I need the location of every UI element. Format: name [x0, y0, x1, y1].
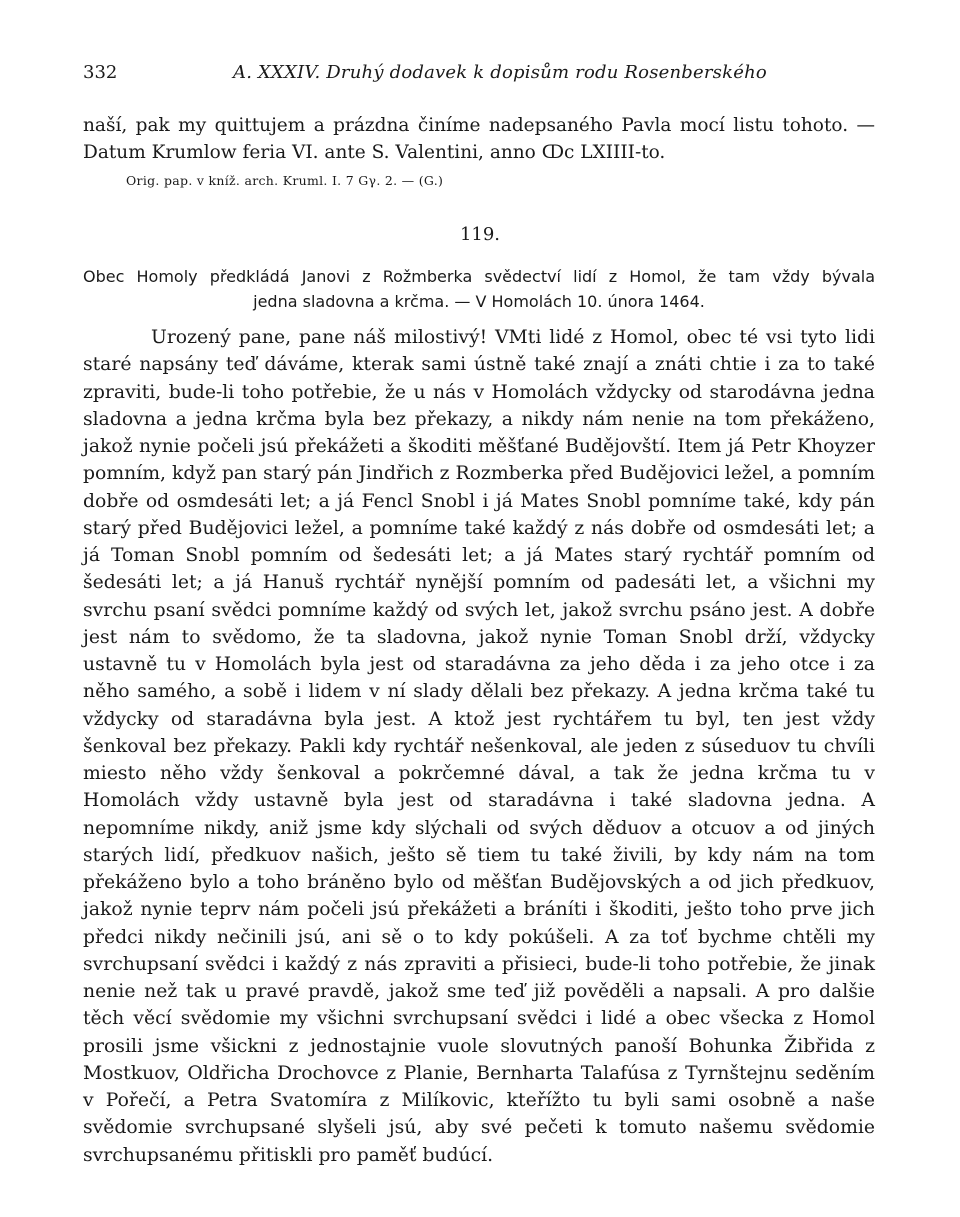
archival-note: Orig. pap. v kníž. arch. Kruml. I. 7 Gγ. 2. — (G.): [126, 173, 444, 188]
running-head: [83, 62, 877, 86]
previous-letter-ending: naší, pak my quittujem a prázdna činíme nadepsaného Pavla mocí listu tohoto. — Datum Krumlow feria VI. ante S. Valentini, anno ↀc LXIIII-to.: [83, 115, 875, 164]
document-regest: [83, 264, 875, 314]
document-number: 119.: [459, 224, 501, 245]
regest-line: Obec Homoly předkládá Janovi z Rožmberka svědectví lidí z Homol, že tam vždy bývala: [83, 267, 875, 286]
running-title: A. XXXIV. Druhý dodavek k dopisům rodu Rosenberského: [233, 62, 767, 83]
page-number: 332: [83, 62, 118, 83]
regest-line: jedna sladovna a krčma. — V Homolách 10. února 1464.: [253, 292, 705, 311]
document-body: Urozený pane, pane náš milostivý! VMti lidé z Homol, obec té vsi tyto lidi staré napsány teď dáváme, kterak sami ústně také znají a znáti chtie i za to také zpraviti, bude-li toho potřebie, že u nás v Homolách vždycky od starodávna jedna sladovna a jedna krčma byla bez překazy, a nikdy nám nenie na tom překáženo, jakož nynie počeli jsú překážeti a škoditi měšťané Budějovští. Item já Petr Khoyzer pomním, když pan starý pán Jindřich z Rozmberka před Budějovici ležel, a pomním dobře od osmdesáti let; a já Fencl Snobl i já Mates Snobl pomníme také, kdy pán starý před Budějovici ležel, a pomníme také každý z nás dobře od osmdesáti let; a já Toman Snobl pomním od šedesáti let; a já Mates starý rychtář pomním od šedesáti let; a já Hanuš rychtář nynější pomním od padesáti let, a všichni my svrchu psaní svědci pomníme každý od svých let, jakož svrchu psáno jest. A dobře jest nám to svědomo, že ta sladovna, jakož nynie Toman Snobl drží, vždycky ustavně tu v Homolách byla jest od staradávna za jeho děda i za jeho otce i za něho samého, a sobě i lidem v ní slady dělali bez překazy. A jedna krčma také tu vždycky od staradávna byla jest. A ktož jest rychtářem tu byl, ten jest vždy šenkoval bez překazy. Pakli kdy rychtář nešenkoval, ale jeden z súseduov tu chvíli miesto něho vždy šenkoval a pokrčemné dával, a tak že jedna krčma tu v Homolách vždy ustavně byla jest od staradávna i také sladovna jedna. A nepomníme nikdy, aniž jsme kdy slýchali od svých děduov a otcuov a od jiných starých lidí, předkuov našich, ještо sě tiem tu také živili, by kdy nám na tom překáženo bylo a toho bráněno bylo od měšťan Budějovských a od jich předkuov, jakož nynie teprv nám počeli jsú překážeti a bráníti i škoditi, ještо toho prve jich předci nikdy nečinili jsú, ani sě o to kdy pokúšeli. A za toť bychme chtěli my svrchupsaní svědci i každý z nás zpraviti a přisieci, bude-li toho potřebie, že jinak nenie než tak u pravé pravdě, jakož sme teď již pověděli a napsali. A pro dalšie těch věcí svědomie my všichni svrchupsaní svědci i lidé a obec všecka z Homol prosili jsme všickni z jednostajnie vuole slovutných panoší Bohunka Žibřida z Mostkuov, Oldřicha Drochovce z Planie, Bernharta Talafúsa z Tyrnštejnu seděním v Pořečí, a Petra Svatomíra z Milíkovic, kteřížto tu byli sami osobně a naše svědomie svrchupsané slyšeli jsú, aby své pečeti k tomuto našemu svědomie svrchupsanému přitiskli pro paměť budúcí.: [83, 327, 875, 1166]
